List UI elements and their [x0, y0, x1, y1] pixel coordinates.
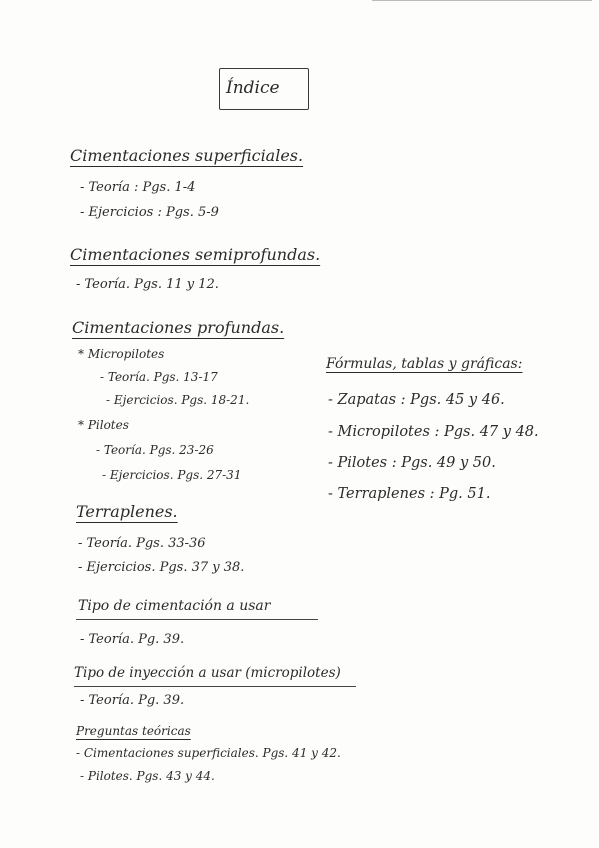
- formulas-micropilotes: - Micropilotes : Pgs. 47 y 48.: [328, 424, 539, 440]
- heading-formulas: Fórmulas, tablas y gráficas:: [326, 356, 523, 372]
- heading-profundas: Cimentaciones profundas.: [72, 318, 285, 337]
- underline-tipo-inyeccion: [74, 686, 356, 687]
- top-edge-line: [372, 0, 592, 1]
- micropilotes-teoria: - Teoría. Pgs. 13-17: [100, 370, 218, 384]
- heading-terraplenes: Terraplenes.: [76, 502, 178, 521]
- formulas-terraplenes: - Terraplenes : Pg. 51.: [328, 486, 491, 502]
- heading-preguntas: Preguntas teóricas: [76, 724, 191, 738]
- terraplenes-ejercicios: - Ejercicios. Pgs. 37 y 38.: [78, 560, 245, 575]
- heading-semiprofundas: Cimentaciones semiprofundas.: [70, 245, 321, 264]
- tipo-cimentacion-teoria: - Teoría. Pg. 39.: [80, 632, 185, 647]
- pilotes-ejercicios: - Ejercicios. Pgs. 27-31: [102, 468, 242, 482]
- underline-tipo-cimentacion: [76, 619, 318, 620]
- preguntas-pilotes: - Pilotes. Pgs. 43 y 44.: [80, 769, 215, 783]
- micropilotes-ejercicios: - Ejercicios. Pgs. 18-21.: [106, 393, 250, 407]
- page-title: Índice: [226, 78, 280, 98]
- pilotes-teoria: - Teoría. Pgs. 23-26: [96, 443, 214, 457]
- superficiales-teoria: - Teoría : Pgs. 1-4: [80, 180, 196, 195]
- terraplenes-teoria: - Teoría. Pgs. 33-36: [78, 536, 206, 551]
- heading-tipo-inyeccion: Tipo de inyección a usar (micropilotes): [74, 665, 341, 681]
- formulas-zapatas: - Zapatas : Pgs. 45 y 46.: [328, 392, 505, 408]
- formulas-pilotes: - Pilotes : Pgs. 49 y 50.: [328, 455, 496, 471]
- pilotes-label: * Pilotes: [78, 418, 129, 432]
- tipo-inyeccion-teoria: - Teoría. Pg. 39.: [80, 693, 185, 708]
- heading-superficiales: Cimentaciones superficiales.: [70, 146, 304, 165]
- superficiales-ejercicios: - Ejercicios : Pgs. 5-9: [80, 205, 219, 220]
- preguntas-superficiales: - Cimentaciones superficiales. Pgs. 41 y 42.: [76, 746, 341, 760]
- micropilotes-label: * Micropilotes: [78, 347, 165, 361]
- semiprofundas-teoria: - Teoría. Pgs. 11 y 12.: [76, 277, 219, 292]
- heading-tipo-cimentacion: Tipo de cimentación a usar: [78, 598, 271, 614]
